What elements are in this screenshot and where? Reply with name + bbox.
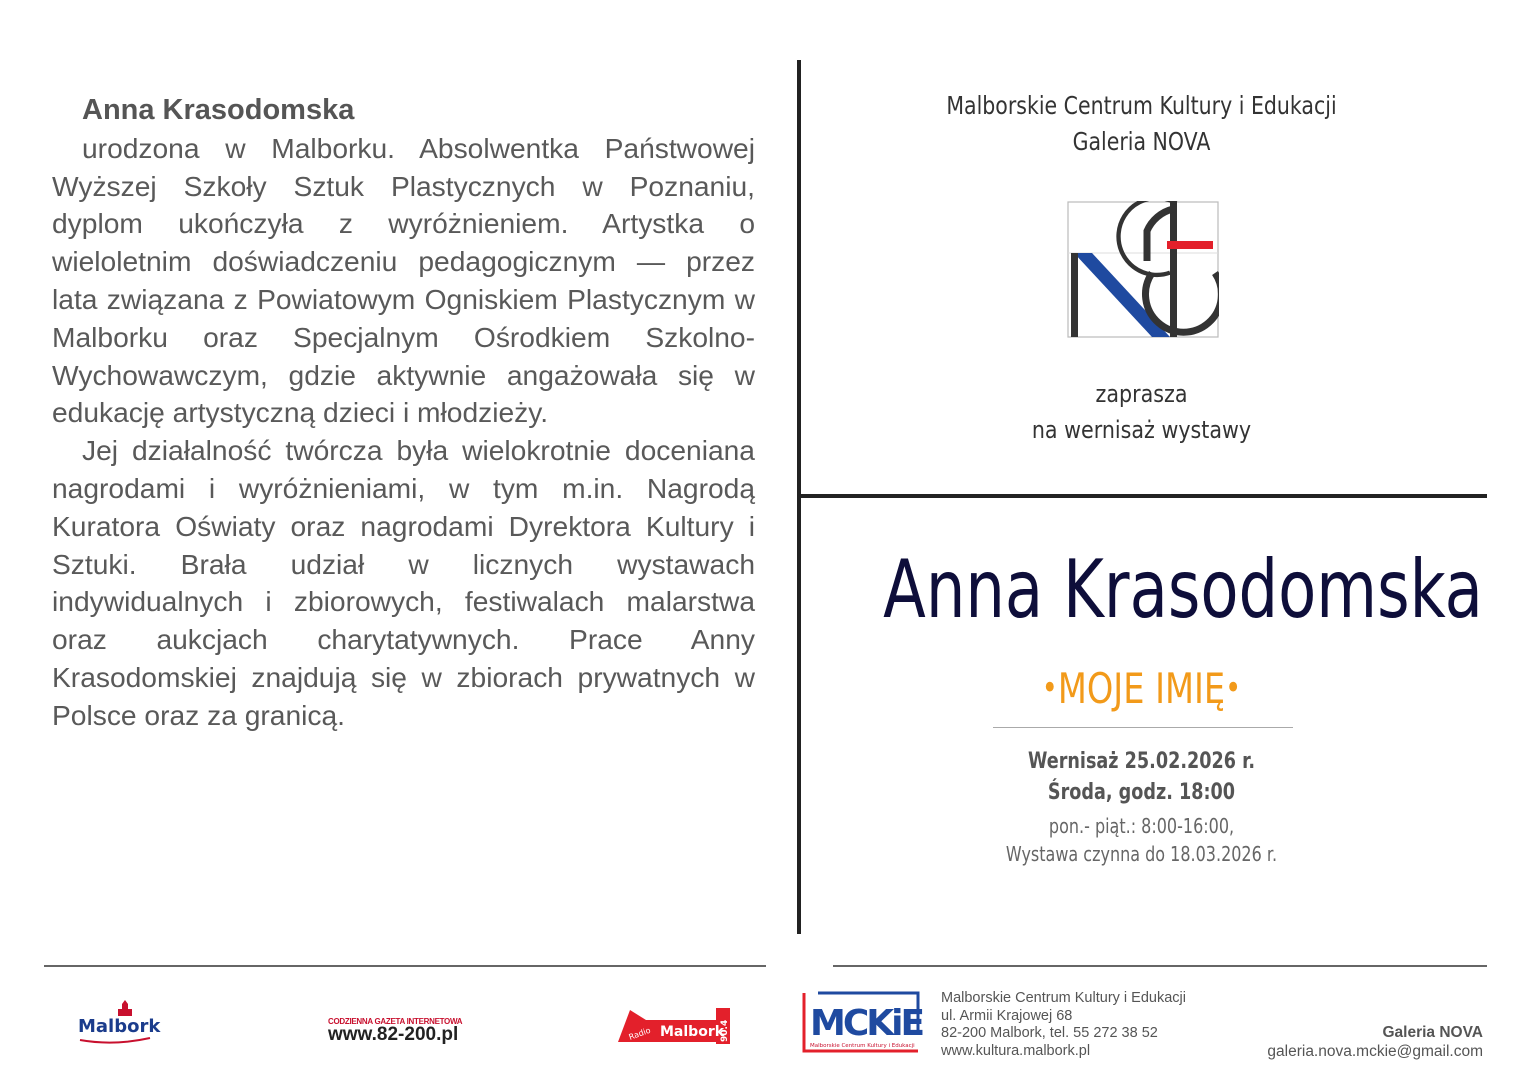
title-separator — [993, 727, 1293, 728]
exhibition-title-text: MOJE IMIĘ — [1057, 664, 1226, 713]
gazeta-url-logo[interactable]: www.82-200.pl — [328, 1024, 459, 1045]
footer-divider-right — [833, 965, 1487, 967]
address-street: ul. Armii Krajowej 68 — [941, 1007, 1073, 1024]
vernissage-time: Środa, godz. 18:00 — [1047, 780, 1236, 805]
gazeta-tagline: CODZIENNA GAZETA INTERNETOWA — [328, 1017, 463, 1026]
artist-name-heading: Anna Krasodomska — [883, 543, 1483, 636]
exhibition-end-date: Wystawa czynna do 18.03.2026 r. — [1005, 842, 1278, 866]
address-city-phone: 82-200 Malbork, tel. 55 272 38 52 — [941, 1025, 1158, 1041]
opening-hours — [884, 812, 1398, 868]
bio-artist-name: Anna Krasodomska — [82, 94, 355, 126]
artist-bio — [52, 92, 755, 735]
organizer-name: Malborskie Centrum Kultury i Edukacji — [946, 91, 1337, 120]
malbork-logo-text: Malbork — [78, 1016, 161, 1037]
radio-frequency: 90.4 — [720, 1019, 730, 1042]
mckie-logo-sub: Malborskie Centrum Kultury i Edukacji — [810, 1043, 915, 1049]
mckie-logo — [798, 989, 924, 1057]
radio-logo-small: Radio — [627, 1025, 652, 1042]
footer-gallery-email[interactable]: galeria.nova.mckie@gmail.com — [1267, 1043, 1483, 1060]
footer-gallery-contact — [1267, 1023, 1483, 1061]
invitation-text — [865, 376, 1418, 448]
bio-paragraph-1: urodzona w Malborku. Absolwentka Państwowej Wyższej Szkoły Sztuk Plastycznych w Poznaniu, dyplom ukończyła z wyróżnieniem. Artystka o wieloletnim doświadczeniu pedagogicznym — przez lata związana z Powiatowym Ogniskiem Plastycznym w Malborku oraz Specjalnym Ośrodkiem Szkolno-Wychowawczym, gdzie aktywnie angażowała się w edukację artystyczną dzieci i młodzieży. — [52, 131, 755, 429]
gallery-name: Galeria NOVA — [1072, 127, 1211, 156]
invite-line-1: zaprasza — [1095, 380, 1188, 408]
footer-divider-left — [44, 965, 766, 967]
radio-logo-text: Malbork — [660, 1024, 725, 1040]
title-bullet-left: • — [1041, 668, 1058, 708]
vernissage-info — [884, 746, 1398, 808]
opening-hours-days: pon.- piąt.: 8:00-16:00, — [1048, 814, 1235, 838]
footer-gallery-name: Galeria NOVA — [1382, 1024, 1483, 1041]
title-bullet-right: • — [1225, 668, 1242, 708]
address-org: Malborskie Centrum Kultury i Edukacji — [941, 990, 1186, 1006]
footer-address — [941, 990, 1186, 1060]
address-website[interactable]: www.kultura.malbork.pl — [941, 1042, 1091, 1059]
radio-malbork-logo — [616, 1006, 732, 1046]
bio-paragraph-2: Jej działalność twórcza była wielokrotnie doceniana nagrodami i wyróżnieniami, w tym m.in. Nagrodą Kuratora Oświaty oraz nagrodami Dyrektora Kultury i Sztuki. Brała udział w licznych wystawach indywidualnych i zbiorowych, festiwalach malarstwa oraz aukcjach charytatywnych. Prace Anny Krasodomskiej znajdują się w zbiorach prywatnych w Polsce oraz za granicą. — [52, 434, 755, 731]
horizontal-divider — [801, 494, 1487, 498]
galeria-nova-logo — [1067, 201, 1219, 338]
invite-line-2: na wernisaż wystawy — [1031, 416, 1252, 444]
mckie-logo-text: MCKiE — [810, 1003, 923, 1044]
exhibition-title — [884, 660, 1398, 717]
organizer-heading — [878, 88, 1405, 160]
vernissage-date: Wernisaż 25.02.2026 r. — [1027, 749, 1255, 774]
